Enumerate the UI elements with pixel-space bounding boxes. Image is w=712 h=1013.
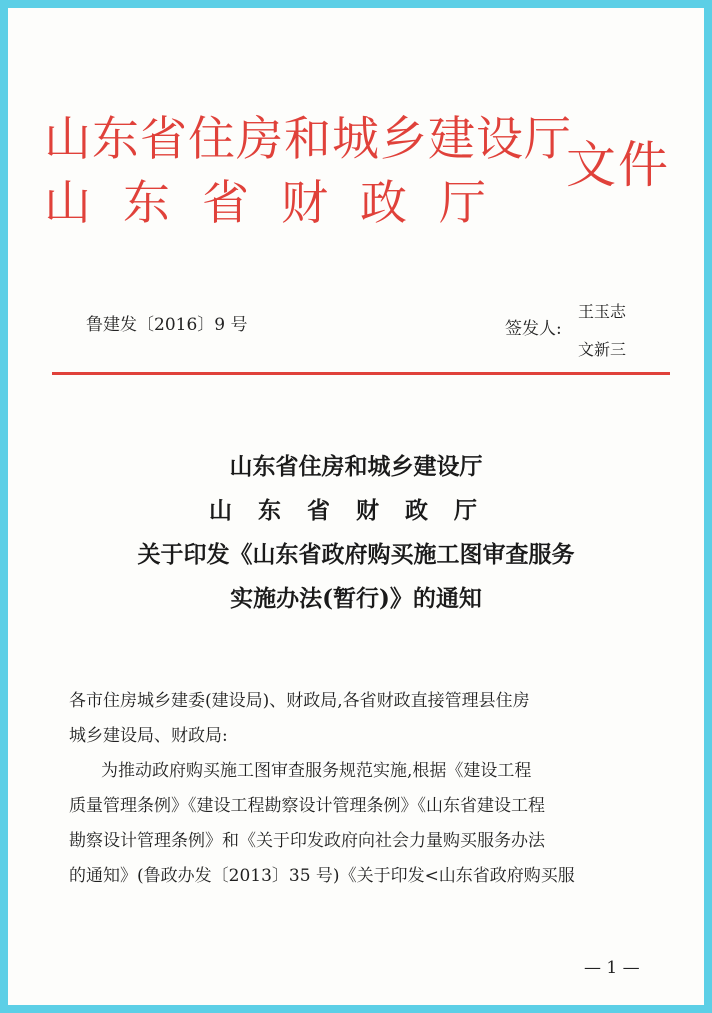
body-line: 的通知》(鲁政办发〔2013〕35 号)《关于印发<山东省政府购买服 bbox=[69, 866, 575, 886]
title-line: 实施办法(暂行)》的通知 bbox=[230, 585, 482, 612]
issuer-housing-dept: 山东省住房和城乡建设厅 bbox=[44, 112, 572, 167]
signer-name: 文新三 bbox=[578, 340, 627, 359]
signer-label: 签发人: bbox=[505, 319, 562, 339]
document-page bbox=[8, 8, 704, 1005]
signer-list bbox=[578, 293, 626, 369]
body-line: 质量管理条例》《建设工程勘察设计管理条例》《山东省建设工程 bbox=[69, 796, 545, 816]
notice-body bbox=[69, 684, 669, 894]
red-divider bbox=[52, 372, 670, 375]
document-number: 鲁建发〔2016〕9 号 bbox=[86, 315, 248, 335]
signer-name: 王玉志 bbox=[578, 302, 627, 321]
body-line: 为推动政府购买施工图审查服务规范实施,根据《建设工程 bbox=[101, 761, 532, 781]
issuer-finance-dept: 山东省财政厅 bbox=[44, 176, 518, 231]
body-line: 城乡建设局、财政局: bbox=[69, 726, 228, 746]
title-line: 山东省住房和城乡建设厅 bbox=[229, 453, 483, 480]
body-line: 各市住房城乡建委(建设局)、财政局,各省财政直接管理县住房 bbox=[69, 691, 530, 711]
body-line: 勘察设计管理条例》和《关于印发政府向社会力量购买服务办法 bbox=[69, 831, 545, 851]
page-number: — 1 — bbox=[584, 958, 640, 978]
notice-title bbox=[48, 445, 664, 621]
title-line: 关于印发《山东省政府购买施工图审查服务 bbox=[137, 541, 575, 568]
document-kind-label: 文件 bbox=[566, 136, 670, 194]
title-line: 山东省财政厅 bbox=[209, 497, 503, 524]
